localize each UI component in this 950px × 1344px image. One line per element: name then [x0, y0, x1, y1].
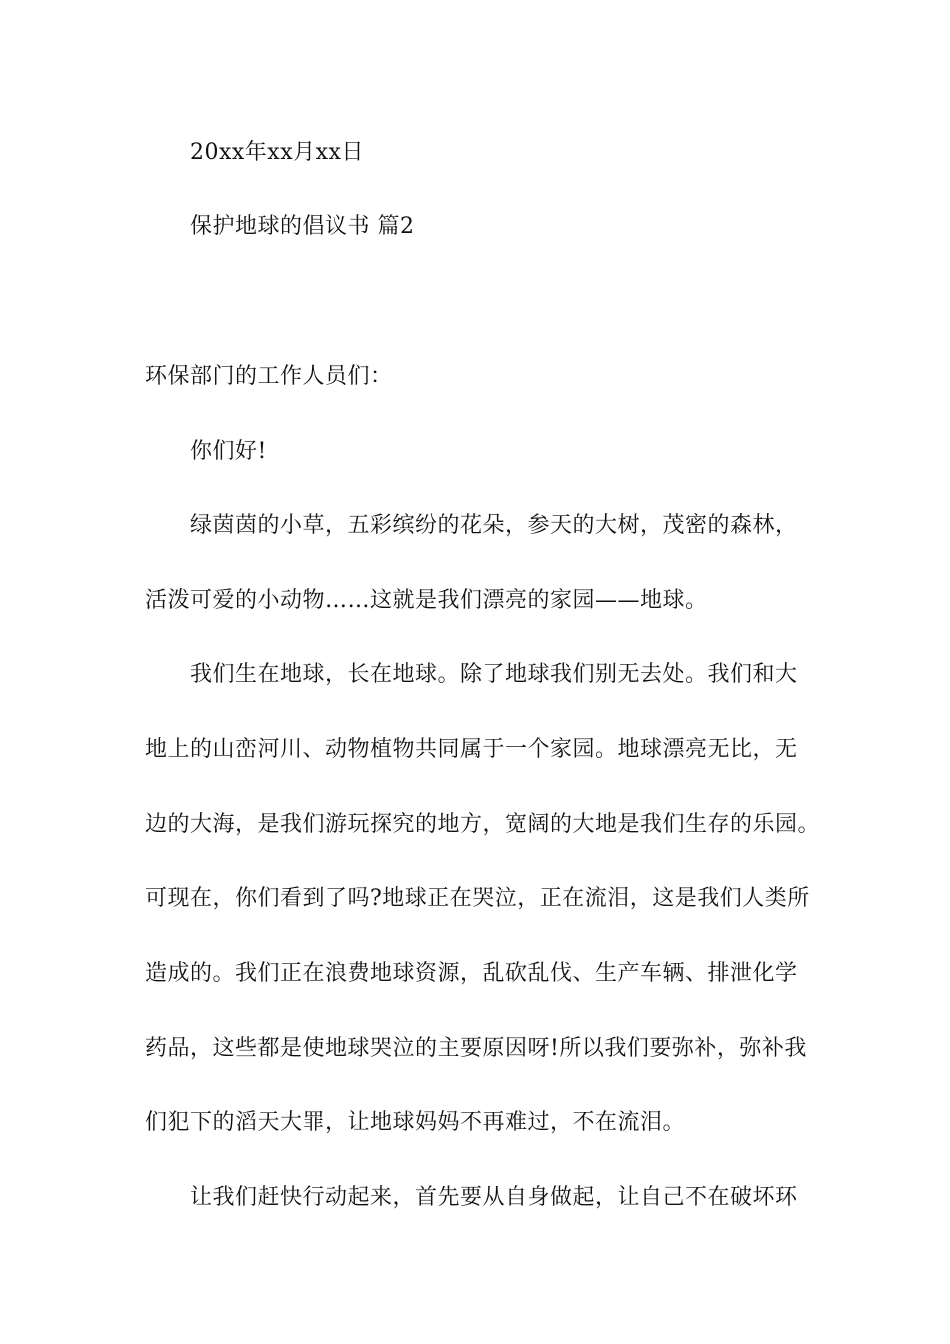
body-line: 药品，这些都是使地球哭泣的主要原因呀!所以我们要弥补，弥补我 [145, 1036, 807, 1061]
body-line: 让我们赶快行动起来，首先要从自身做起，让自己不在破坏环 [190, 1185, 798, 1210]
body-line: 边的大海，是我们游玩探究的地方，宽阔的大地是我们生存的乐园。 [145, 812, 821, 837]
body-line: 可现在，你们看到了吗?地球正在哭泣，正在流泪，这是我们人类所 [145, 886, 810, 911]
body-line: 们犯下的滔天大罪，让地球妈妈不再难过，不在流泪。 [145, 1110, 686, 1135]
date-line: 20xx年xx月xx日 [190, 140, 364, 165]
greeting: 你们好! [190, 439, 267, 464]
salutation: 环保部门的工作人员们： [145, 364, 393, 389]
section-title: 保护地球的倡议书 篇2 [190, 214, 415, 239]
body-line: 造成的。我们正在浪费地球资源，乱砍乱伐、生产车辆、排泄化学 [145, 961, 798, 986]
body-line: 活泼可爱的小动物……这就是我们漂亮的家园——地球。 [145, 588, 708, 613]
body-line: 地上的山峦河川、动物植物共同属于一个家园。地球漂亮无比，无 [145, 737, 798, 762]
body-line: 绿茵茵的小草，五彩缤纷的花朵，参天的大树，茂密的森林， [190, 513, 798, 538]
body-line: 我们生在地球，长在地球。除了地球我们别无去处。我们和大 [190, 662, 798, 687]
